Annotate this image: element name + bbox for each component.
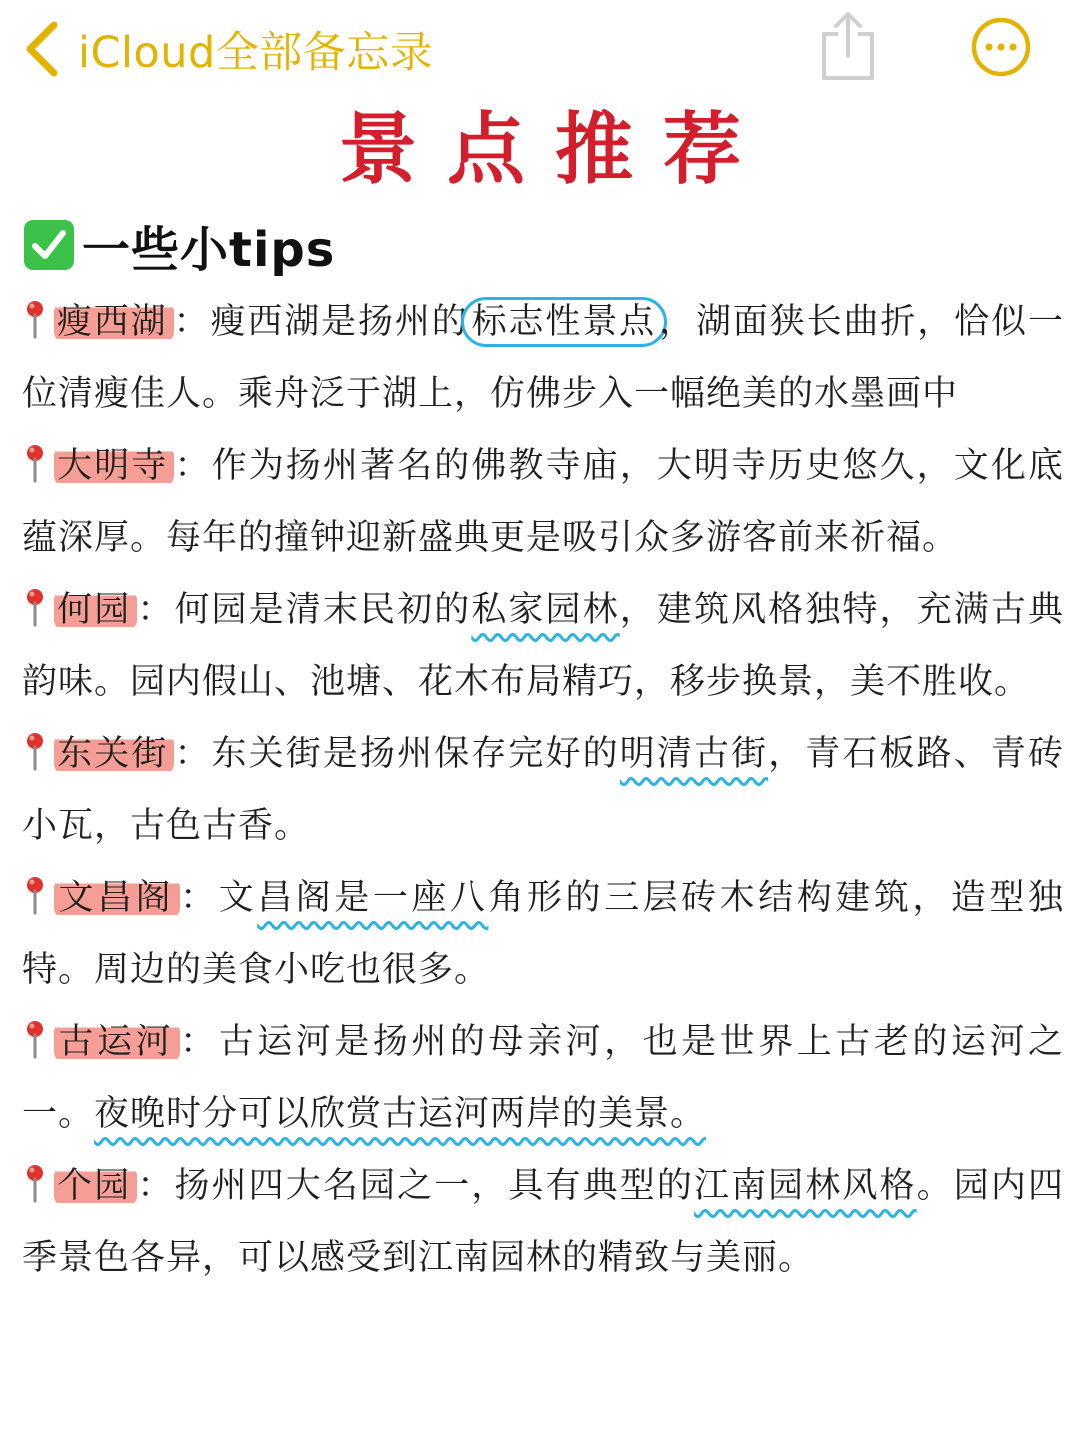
spot-text: 作为扬州著名的佛教寺庙，大明寺历史悠久，文化底蕴深厚。每年的撞钟迎新盛典更是吸引众多游客前来祈福。 [22,446,1064,558]
spot-text: 角形的三层砖木结构建筑，造型独特。周边的美食小吃也很多。 [22,878,1064,990]
spot-text: 古运河是扬州的母亲河，也是世界上古老的运河之一。 [22,1022,1064,1134]
separator: ： [180,1022,219,1062]
list-item [22,286,1064,430]
spot-text: 扬州四大名园之一，具有典型的 [174,1166,694,1206]
nav-bar [0,0,1080,100]
pin-icon [22,731,48,771]
section-heading-text: 一些小tips [82,221,336,278]
separator: ： [173,302,211,342]
share-icon[interactable] [816,10,880,82]
underlined-phrase: 昌阁是一座八 [257,878,489,918]
pin-icon [22,1019,48,1059]
list-item [22,430,1064,574]
spot-name: 文昌阁 [54,878,180,918]
list-item [22,718,1064,862]
check-icon [22,218,76,272]
spot-text: 瘦西湖是扬州的 [210,302,469,342]
spot-name: 古运河 [54,1022,180,1062]
underlined-phrase: 私家园林 [471,590,620,630]
page-title: 景点推荐 [338,105,771,195]
spot-text: 文 [218,878,258,918]
list-item [22,574,1064,718]
spot-name: 何园 [54,590,137,630]
chevron-left-icon [20,17,64,81]
spot-text: 东关街是扬州保存完好的 [211,734,620,774]
pin-icon [22,587,48,627]
list-item [22,862,1064,1006]
spot-text: ，建筑风格独特，充满古典韵味。园内假山、池塘、花木布局精巧，移步换景，美不胜收。 [22,590,1064,702]
section-heading [22,210,335,280]
circled-phrase: 标志性景点 [461,297,667,347]
separator: ： [174,734,212,774]
underlined-phrase: 明清古街 [619,734,769,774]
pin-icon [22,443,48,483]
spot-text: ，湖面狭长曲折，恰似一位清瘦佳人。乘舟泛于湖上，仿佛步入一幅绝美的水墨画中 [22,302,1064,414]
back-label: iCloud全部备忘录 [78,27,434,78]
spot-text: ，青石板路、青砖小瓦，古色古香。 [22,734,1064,846]
spot-name: 东关街 [54,734,174,774]
spot-name: 瘦西湖 [54,302,174,342]
underlined-phrase: 夜晚时分可以欣赏古运河两岸的美景。 [94,1094,707,1134]
separator: ： [174,446,212,486]
separator: ： [137,590,175,630]
back-button[interactable] [20,14,433,84]
spot-name: 个园 [54,1166,137,1206]
spot-text: 何园是清末民初的 [174,590,472,630]
more-icon[interactable] [970,16,1032,78]
underlined-phrase: 江南园林风格 [693,1166,917,1206]
spot-text: 。园内四季景色各异，可以感受到江南园林的精致与美丽。 [22,1166,1064,1278]
pin-icon [22,1163,48,1203]
note-body[interactable] [22,286,1064,1294]
separator: ： [137,1166,175,1206]
list-item [22,1150,1064,1294]
spot-name: 大明寺 [54,446,174,486]
list-item [22,1006,1064,1150]
separator: ： [180,878,219,918]
pin-icon [22,875,48,915]
pin-icon [22,299,48,339]
